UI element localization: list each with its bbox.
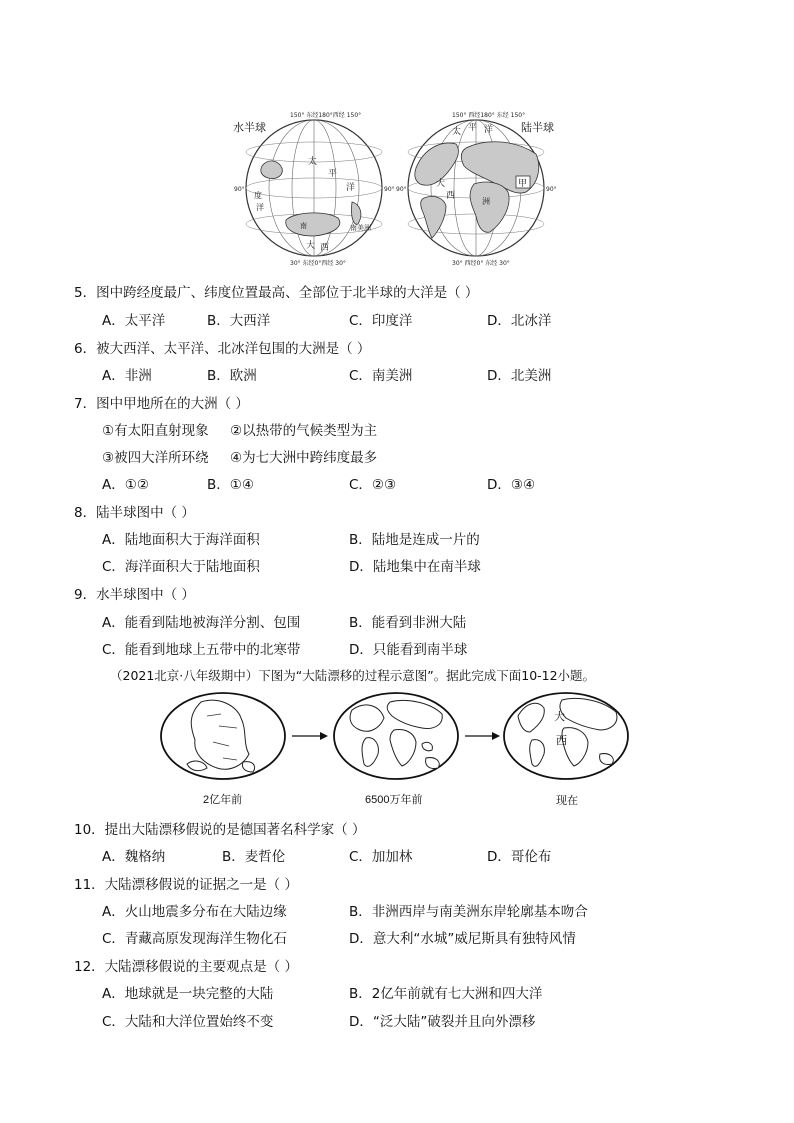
q6-option-c[interactable]: C．南美洲 <box>349 368 413 384</box>
present-globe <box>504 693 628 779</box>
q5-option-c[interactable]: C．印度洋 <box>349 313 413 329</box>
q8-option-c[interactable]: C．海洋面积大于陆地面积 <box>102 559 260 575</box>
q7-option-d[interactable]: D．③④ <box>487 477 536 493</box>
q9-option-a[interactable]: A．能看到陆地被海洋分割、包围 <box>102 615 301 631</box>
svg-text:南: 南 <box>300 222 307 230</box>
land-marker-jia: 甲 <box>518 179 528 189</box>
question-7-stem: 7．图中甲地所在的大洲（ ） <box>74 396 249 412</box>
water-hemisphere-label: 水半球 <box>233 121 266 134</box>
caption-65mya: 6500万年前 <box>365 794 423 806</box>
q8-option-a[interactable]: A．陆地面积大于海洋面积 <box>102 532 260 548</box>
q11-option-a[interactable]: A．火山地震多分布在大陆边缘 <box>102 904 287 920</box>
q5-option-a[interactable]: A．太平洋 <box>102 313 166 329</box>
svg-text:90°: 90° <box>396 186 407 193</box>
svg-text:南美洲: 南美洲 <box>350 224 371 232</box>
svg-text:平: 平 <box>328 169 338 179</box>
q7-option-b[interactable]: B．①④ <box>207 477 254 493</box>
q7-statement-1: ①有太阳直射现象 <box>102 423 209 439</box>
hemispheres-figure <box>230 108 560 266</box>
q7-statement-3: ③被四大洋所环绕 <box>102 450 209 466</box>
q8-option-b[interactable]: B．陆地是连成一片的 <box>349 532 480 548</box>
caption-200mya: 2亿年前 <box>203 794 243 806</box>
q12-option-a[interactable]: A．地球就是一块完整的大陆 <box>102 986 274 1002</box>
q7-option-c[interactable]: C．②③ <box>349 477 397 493</box>
q8-option-d[interactable]: D．陆地集中在南半球 <box>349 559 481 575</box>
continental-drift-figure <box>160 690 636 784</box>
q12-option-c[interactable]: C．大陆和大洋位置始终不变 <box>102 1014 274 1030</box>
svg-text:90°: 90° <box>234 186 245 193</box>
pangaea-globe <box>161 693 285 779</box>
drift-map-label-xi: 西 <box>556 734 567 747</box>
question-10-stem: 10．提出大陆漂移假说的是德国著名科学家（ ） <box>74 822 366 838</box>
question-6-stem: 6．被大西洋、太平洋、北冰洋包围的大洲是（ ） <box>74 341 371 357</box>
q11-option-c[interactable]: C．青藏高原发现海洋生物化石 <box>102 931 287 947</box>
question-12-stem: 12．大陆漂移假说的主要观点是（ ） <box>74 959 298 975</box>
q6-option-b[interactable]: B．欧洲 <box>207 368 257 384</box>
section-intro: （2021北京·八年级期中）下图为“大陆漂移的过程示意图”。据此完成下面10-12小题。 <box>110 668 596 683</box>
q10-option-a[interactable]: A．魏格纳 <box>102 849 166 865</box>
q5-option-d[interactable]: D．北冰洋 <box>487 313 552 329</box>
q7-statement-2: ②以热带的气候类型为主 <box>230 423 378 439</box>
q10-option-c[interactable]: C．加加林 <box>349 849 413 865</box>
svg-text:30° 西经0° 东经 30°: 30° 西经0° 东经 30° <box>452 260 510 266</box>
question-9-stem: 9．水半球图中（ ） <box>74 587 195 603</box>
q9-option-b[interactable]: B．能看到非洲大陆 <box>349 615 467 631</box>
q10-option-b[interactable]: B．麦哲伦 <box>222 849 286 865</box>
q12-option-b[interactable]: B．2亿年前就有七大洲和四大洋 <box>349 986 543 1002</box>
q9-option-d[interactable]: D．只能看到南半球 <box>349 642 468 658</box>
svg-text:30° 东经0°西经 30°: 30° 东经0°西经 30° <box>290 260 346 266</box>
svg-text:洲: 洲 <box>482 197 490 206</box>
svg-text:大: 大 <box>306 241 316 251</box>
q7-statement-4: ④为七大洲中跨纬度最多 <box>230 450 378 466</box>
svg-text:太: 太 <box>308 157 318 167</box>
svg-text:平: 平 <box>468 123 478 133</box>
svg-text:洋: 洋 <box>256 203 264 212</box>
svg-text:度: 度 <box>254 191 262 200</box>
svg-text:90°: 90° <box>384 186 395 193</box>
question-5-stem: 5．图中跨经度最广、纬度位置最高、全部位于北半球的大洋是（ ） <box>74 285 479 301</box>
q6-option-a[interactable]: A．非洲 <box>102 368 152 384</box>
q6-option-d[interactable]: D．北美洲 <box>487 368 552 384</box>
svg-text:洋: 洋 <box>484 125 494 135</box>
svg-text:150° 西经180° 东经 150°: 150° 西经180° 东经 150° <box>452 112 526 119</box>
svg-text:西: 西 <box>320 243 330 253</box>
land-hemisphere-label: 陆半球 <box>521 121 554 134</box>
land-hemisphere-globe <box>396 111 557 266</box>
q11-option-d[interactable]: D．意大利“水城”威尼斯具有独特风情 <box>349 931 576 947</box>
svg-text:大: 大 <box>436 179 446 189</box>
svg-text:太: 太 <box>452 127 462 137</box>
q10-option-d[interactable]: D．哥伦布 <box>487 849 552 865</box>
svg-text:西: 西 <box>446 191 456 201</box>
caption-present: 现在 <box>556 795 578 807</box>
drift-map-label-da: 大 <box>554 710 565 723</box>
question-8-stem: 8．陆半球图中（ ） <box>74 505 195 521</box>
q12-option-d[interactable]: D．“泛大陆”破裂并且向外漂移 <box>349 1014 536 1030</box>
svg-text:90°: 90° <box>546 186 557 193</box>
svg-text:洋: 洋 <box>346 183 356 193</box>
q11-option-b[interactable]: B．非洲西岸与南美洲东岸轮廓基本吻合 <box>349 904 588 920</box>
water-hemisphere-globe <box>234 111 395 266</box>
globe-65mya <box>334 693 458 779</box>
question-11-stem: 11．大陆漂移假说的证据之一是（ ） <box>74 877 298 893</box>
q5-option-b[interactable]: B．大西洋 <box>207 313 271 329</box>
svg-text:150° 东经180°西经 150°: 150° 东经180°西经 150° <box>290 112 362 119</box>
q7-option-a[interactable]: A．①② <box>102 477 149 493</box>
q9-option-c[interactable]: C．能看到地球上五带中的北寒带 <box>102 642 301 658</box>
